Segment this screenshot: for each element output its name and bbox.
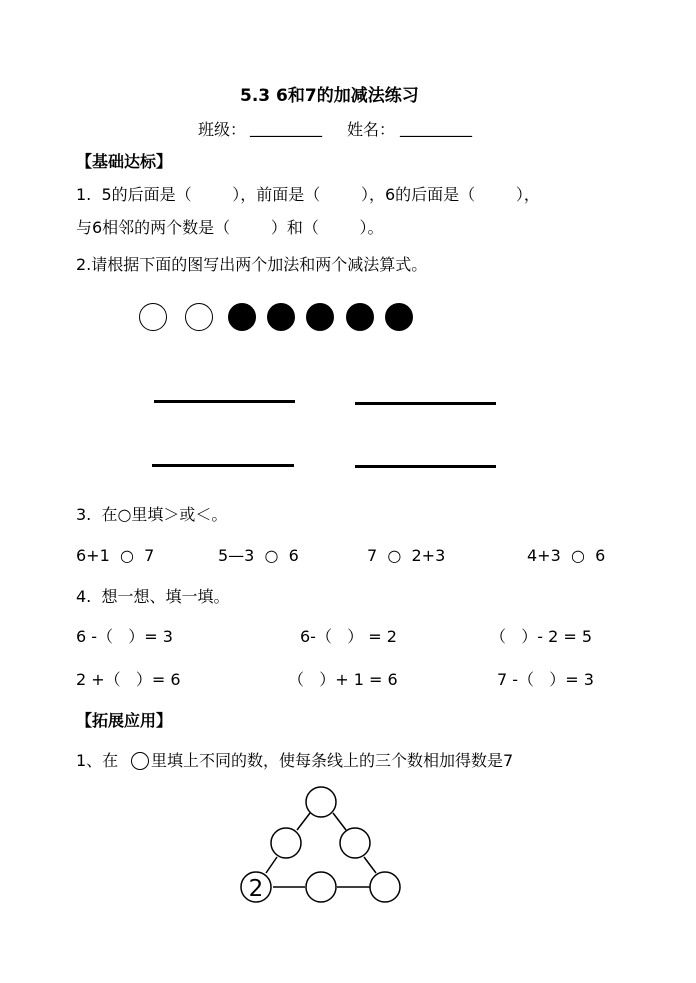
fill-equation[interactable]: 6 -（ ）= 3 <box>76 627 173 646</box>
name-blank[interactable]: _________ <box>400 118 472 137</box>
node-right[interactable] <box>340 828 370 858</box>
compare-item[interactable]: 5—3 ○ 6 <box>218 546 299 565</box>
node-left[interactable] <box>271 828 301 858</box>
fill-equation[interactable]: 7 -（ ）= 3 <box>497 670 594 689</box>
fill-equation[interactable]: （ ）+ 1 = 6 <box>288 670 398 689</box>
ext-q1-text: 里填上不同的数，使每条线上的三个数相加得数是7 <box>151 751 514 770</box>
node-bottom-right[interactable] <box>370 872 400 902</box>
compare-item[interactable]: 4+3 ○ 6 <box>527 546 606 565</box>
given-number: 2 <box>248 876 264 902</box>
section-basic-heading: 【基础达标】 <box>76 152 173 171</box>
q1-line2: 与6相邻的两个数是（ ）和（ ）。 <box>76 218 384 237</box>
fill-equation[interactable]: 6-（ ） = 2 <box>300 627 397 646</box>
fill-equation[interactable]: （ ）- 2 = 5 <box>490 627 593 646</box>
q4-text: 4. 想一想、填一填。 <box>76 587 230 606</box>
class-label: 班级： <box>198 120 247 139</box>
q2-text: 2.请根据下面的图写出两个加法和两个减法算式。 <box>76 255 428 274</box>
class-blank[interactable]: _________ <box>250 118 322 137</box>
fill-equation[interactable]: 2 +（ ）= 6 <box>76 670 181 689</box>
page-title: 5.3 6和7的加减法练习 <box>240 86 419 106</box>
node-bottom-middle[interactable] <box>306 872 336 902</box>
section-ext-heading: 【拓展应用】 <box>76 711 173 730</box>
name-label: 姓名： <box>347 120 396 139</box>
q3-text: 3. 在○里填＞或＜。 <box>76 505 228 524</box>
node-top[interactable] <box>306 787 336 817</box>
compare-item[interactable]: 6+1 ○ 7 <box>76 546 155 565</box>
q1-line1: 1. 5的后面是（ ），前面是（ ），6的后面是（ ）， <box>76 185 540 204</box>
compare-item[interactable]: 7 ○ 2+3 <box>367 546 446 565</box>
ext-q1-prefix: 1、在 <box>76 751 119 770</box>
